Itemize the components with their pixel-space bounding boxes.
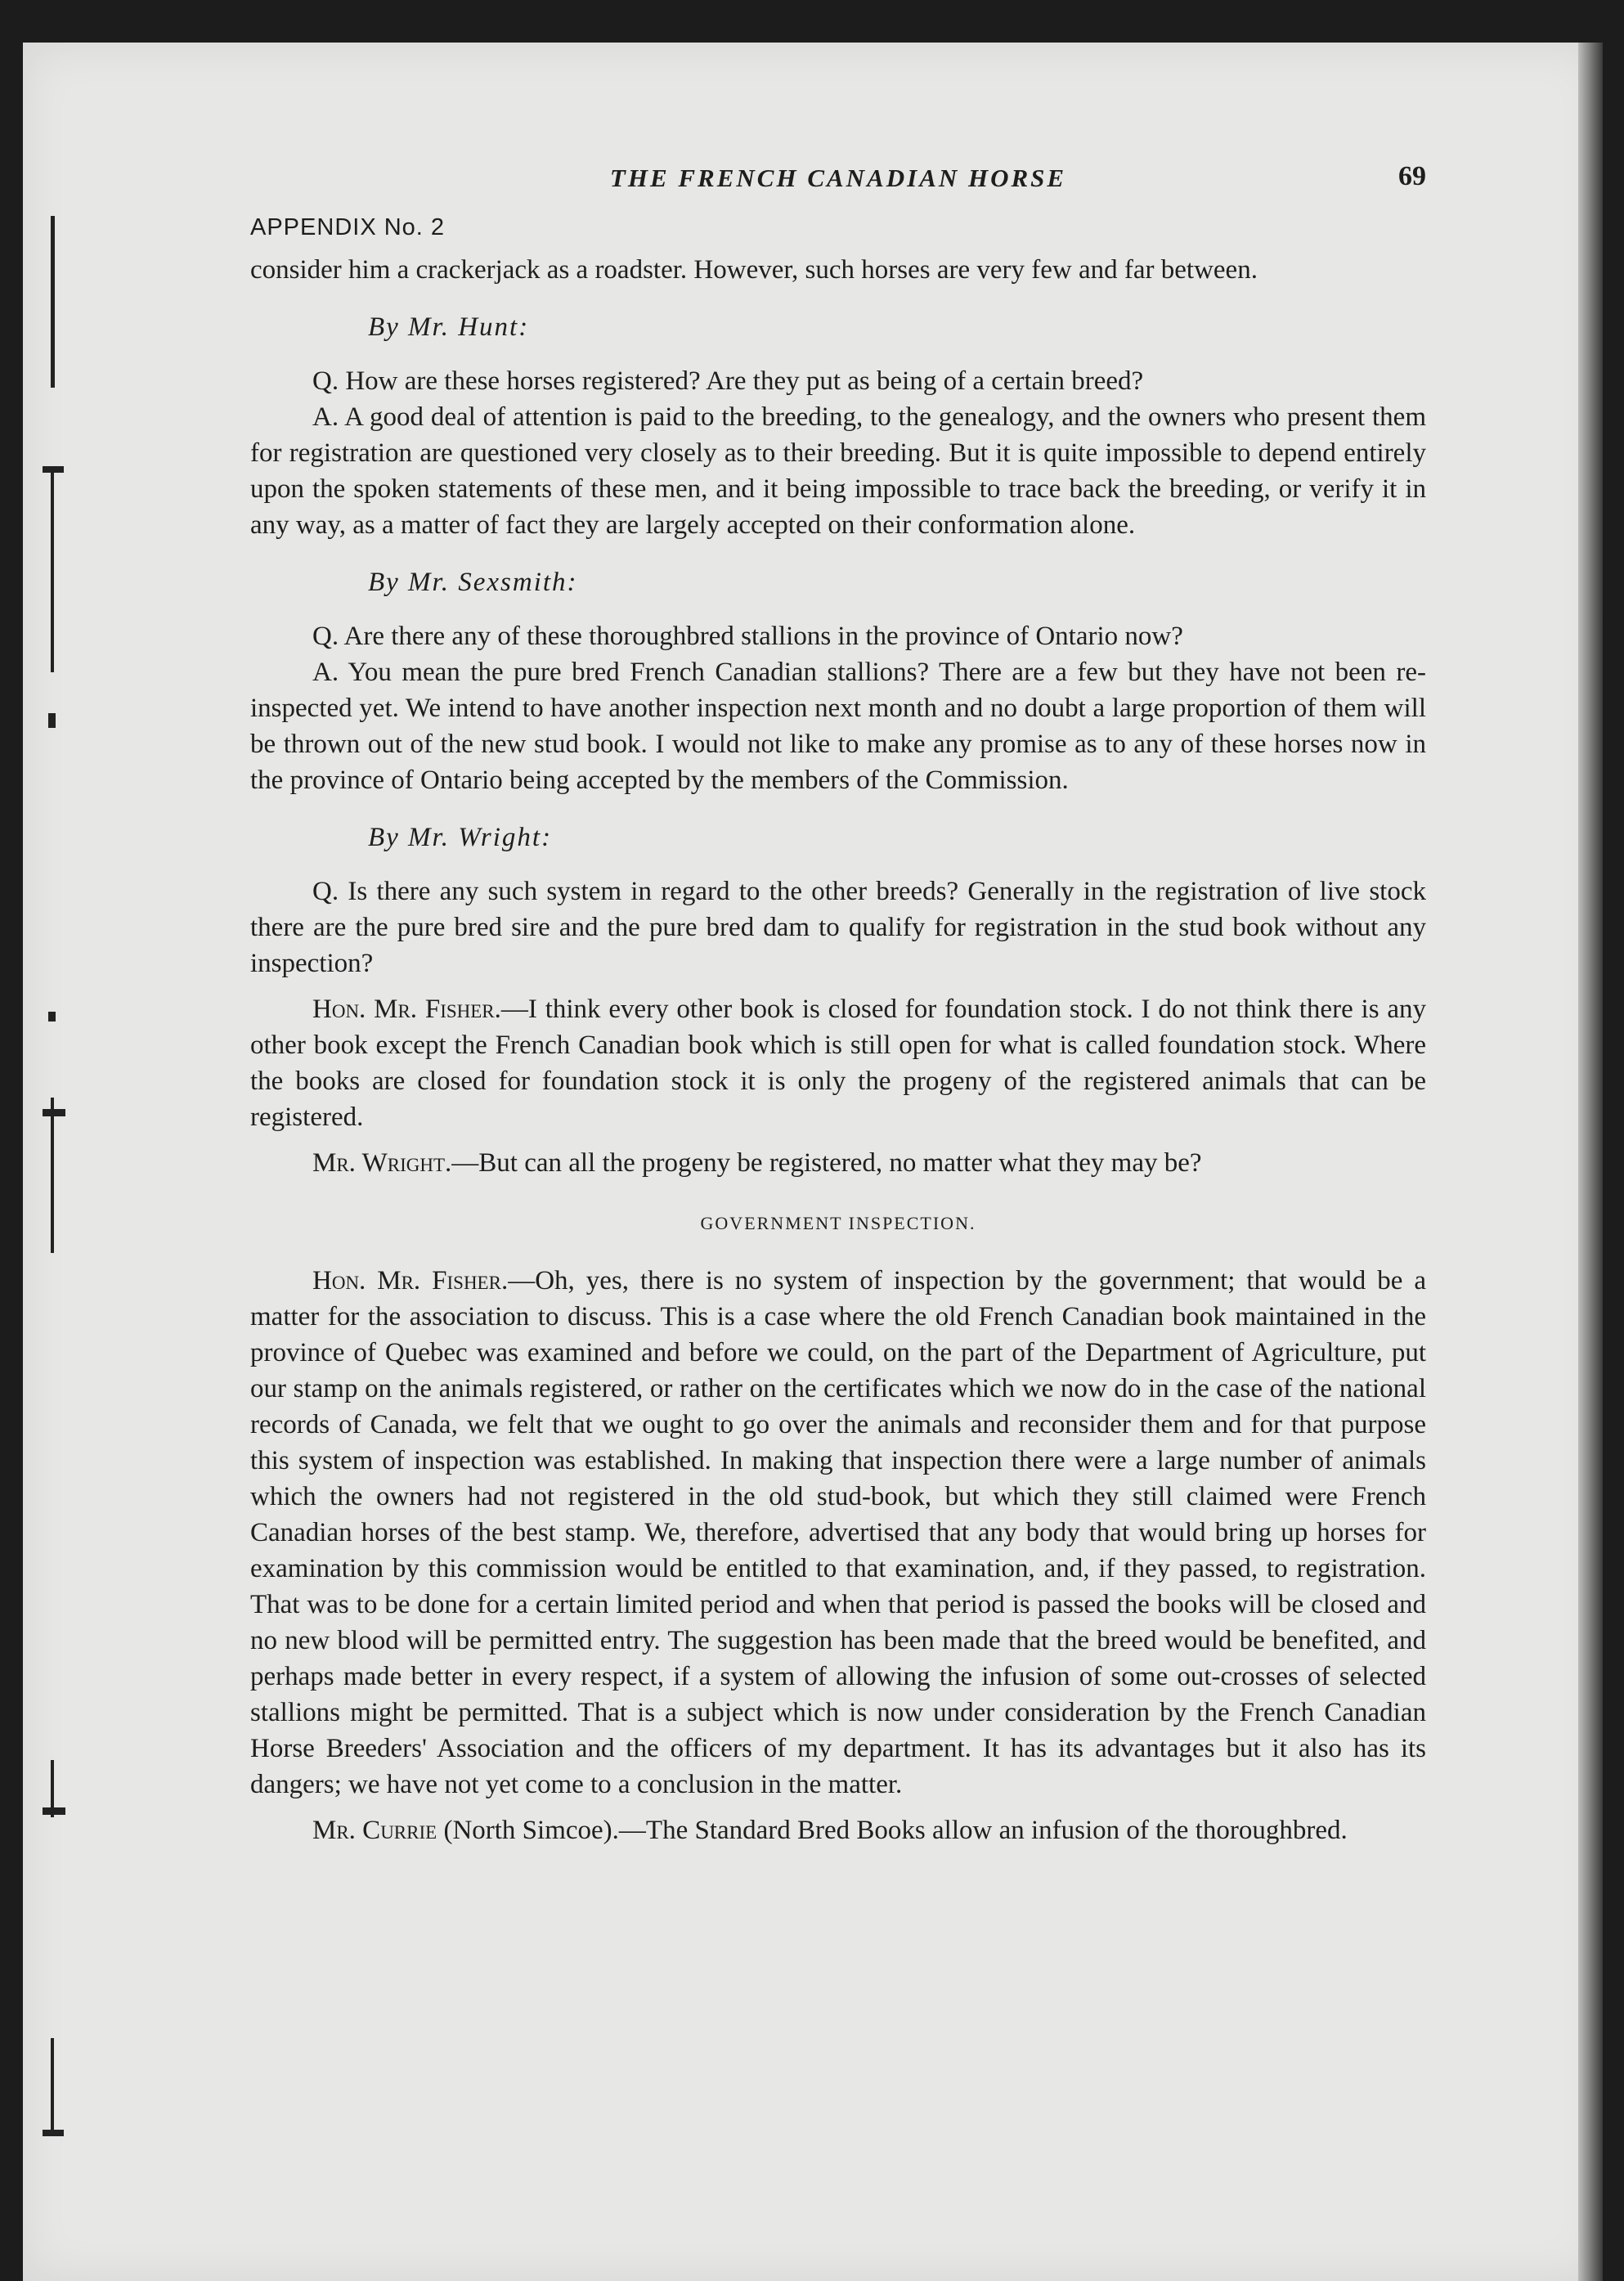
margin-mark-dot-1 <box>48 713 56 728</box>
margin-mark-bottom-line <box>51 2038 54 2136</box>
statement-wright-text: —But can all the progeny be registered, no matter what they may be? <box>451 1148 1202 1178</box>
margin-mark-tick-3 <box>43 2130 64 2136</box>
speaker-fisher-2: Hon. Mr. Fisher. <box>312 1266 509 1295</box>
running-title: THE FRENCH CANADIAN HORSE <box>609 164 1067 192</box>
answer-1: A. A good deal of attention is paid to the breeding, to the genealogy, and the owners who present them for registration are questioned very closely as to their breeding. But it is quite impossible to depend entirely upon the spoken statements of these men, and it being impossible to trace back the breeding, or verify it in any way, as a matter of fact they are largely accepted on their conformation alone. <box>250 402 1426 540</box>
speaker-fisher-1: Hon. Mr. Fisher. <box>312 995 501 1024</box>
statement-currie <box>250 1812 1426 1848</box>
margin-mark-top <box>51 216 55 388</box>
question-3: Q. Is there any such system in regard to the other breeds? Generally in the registration of live stock there are the pure bred sire and the pure bred dam to qualify for registration in the stud book without any inspection? <box>250 877 1426 978</box>
margin-mark-dot-2 <box>48 1012 56 1022</box>
section-heading: GOVERNMENT INSPECTION. <box>700 1213 976 1233</box>
margin-mark-cross <box>43 1109 65 1116</box>
statement-fisher-2-text: —Oh, yes, there is no system of inspection by the government; that would be a matter for the association to discuss. This is a case where the old French Canadian book maintained in the province of Quebec was examined and before we could, on the part of the Department of Agriculture, put our stamp on the animals registered, or rather on the certificates which we now do in the case of the national records of Canada, we felt that we ought to go over the animals and reconsider them and for that purpose this system of inspection was established. In making that inspection there were a large number of animals which the owners had not registered in the old stud-book, but which they still claimed were French Canadian horses of the best stamp. We, therefore, advertised that any body that would bring up horses for examination by this commission would be entitled to that examination, and, if they passed, to registration. That was to be done for a certain limited period and when that period is passed the books will be closed and no new blood will be permitted entry. The suggestion has been made that the breed would be benefited, and perhaps made better in every respect, if a system of allowing the infusion of some out-crosses of selected stallions might be permitted. That is a subject which is now under consideration by the French Canadian Horse Breeders' Association and the officers of my department. It has its advantages but it also has its dangers; we have not yet come to a conclusion in the matter. <box>250 1266 1426 1799</box>
answer-2: A. You mean the pure bred French Canadian stallions? There are a few but they have not been re-inspected yet. We intend to have another inspection next month and no doubt a large proportion of them will be thrown out of the new stud book. I would not like to make any promise as to any of these horses now in the province of Ontario being accepted by the members of the Commission. <box>250 658 1426 795</box>
byline-sexsmith: By Mr. Sexsmith: <box>368 568 578 597</box>
continuation-paragraph: consider him a crackerjack as a roadster. However, such horses are very few and far between. <box>250 255 1258 285</box>
page-binding-edge <box>1578 43 1603 2281</box>
statement-fisher-2 <box>250 1263 1426 1803</box>
margin-mark-lower <box>51 1760 54 1817</box>
speaker-wright: Mr. Wright. <box>312 1148 452 1178</box>
speaker-currie: Mr. Currie <box>312 1816 437 1845</box>
page-text <box>250 123 1426 1848</box>
statement-fisher-1 <box>250 991 1426 1135</box>
appendix-label: APPENDIX No. 2 <box>250 214 446 240</box>
statement-currie-text: (North Simcoe).—The Standard Bred Books allow an infusion of the thoroughbred. <box>437 1816 1348 1845</box>
byline-hunt: By Mr. Hunt: <box>368 312 530 342</box>
statement-wright <box>250 1145 1426 1181</box>
statement-fisher-1-text: —I think every other book is closed for foundation stock. I do not think there is any other book except the French Canadian book which is still open for what is called foundation stock. Where the books are closed for foundation stock it is only the progeny of the registered animals that can be registered. <box>250 995 1426 1132</box>
page-number: 69 <box>1398 161 1426 191</box>
margin-mark-tick-2 <box>43 1807 65 1815</box>
byline-wright: By Mr. Wright: <box>368 823 553 852</box>
margin-mark-upper <box>51 468 54 672</box>
running-head <box>250 123 1426 192</box>
question-1: Q. How are these horses registered? Are they put as being of a certain breed? <box>312 366 1144 396</box>
margin-mark-middle <box>51 1098 54 1253</box>
question-2: Q. Are there any of these thoroughbred stallions in the province of Ontario now? <box>312 622 1183 651</box>
